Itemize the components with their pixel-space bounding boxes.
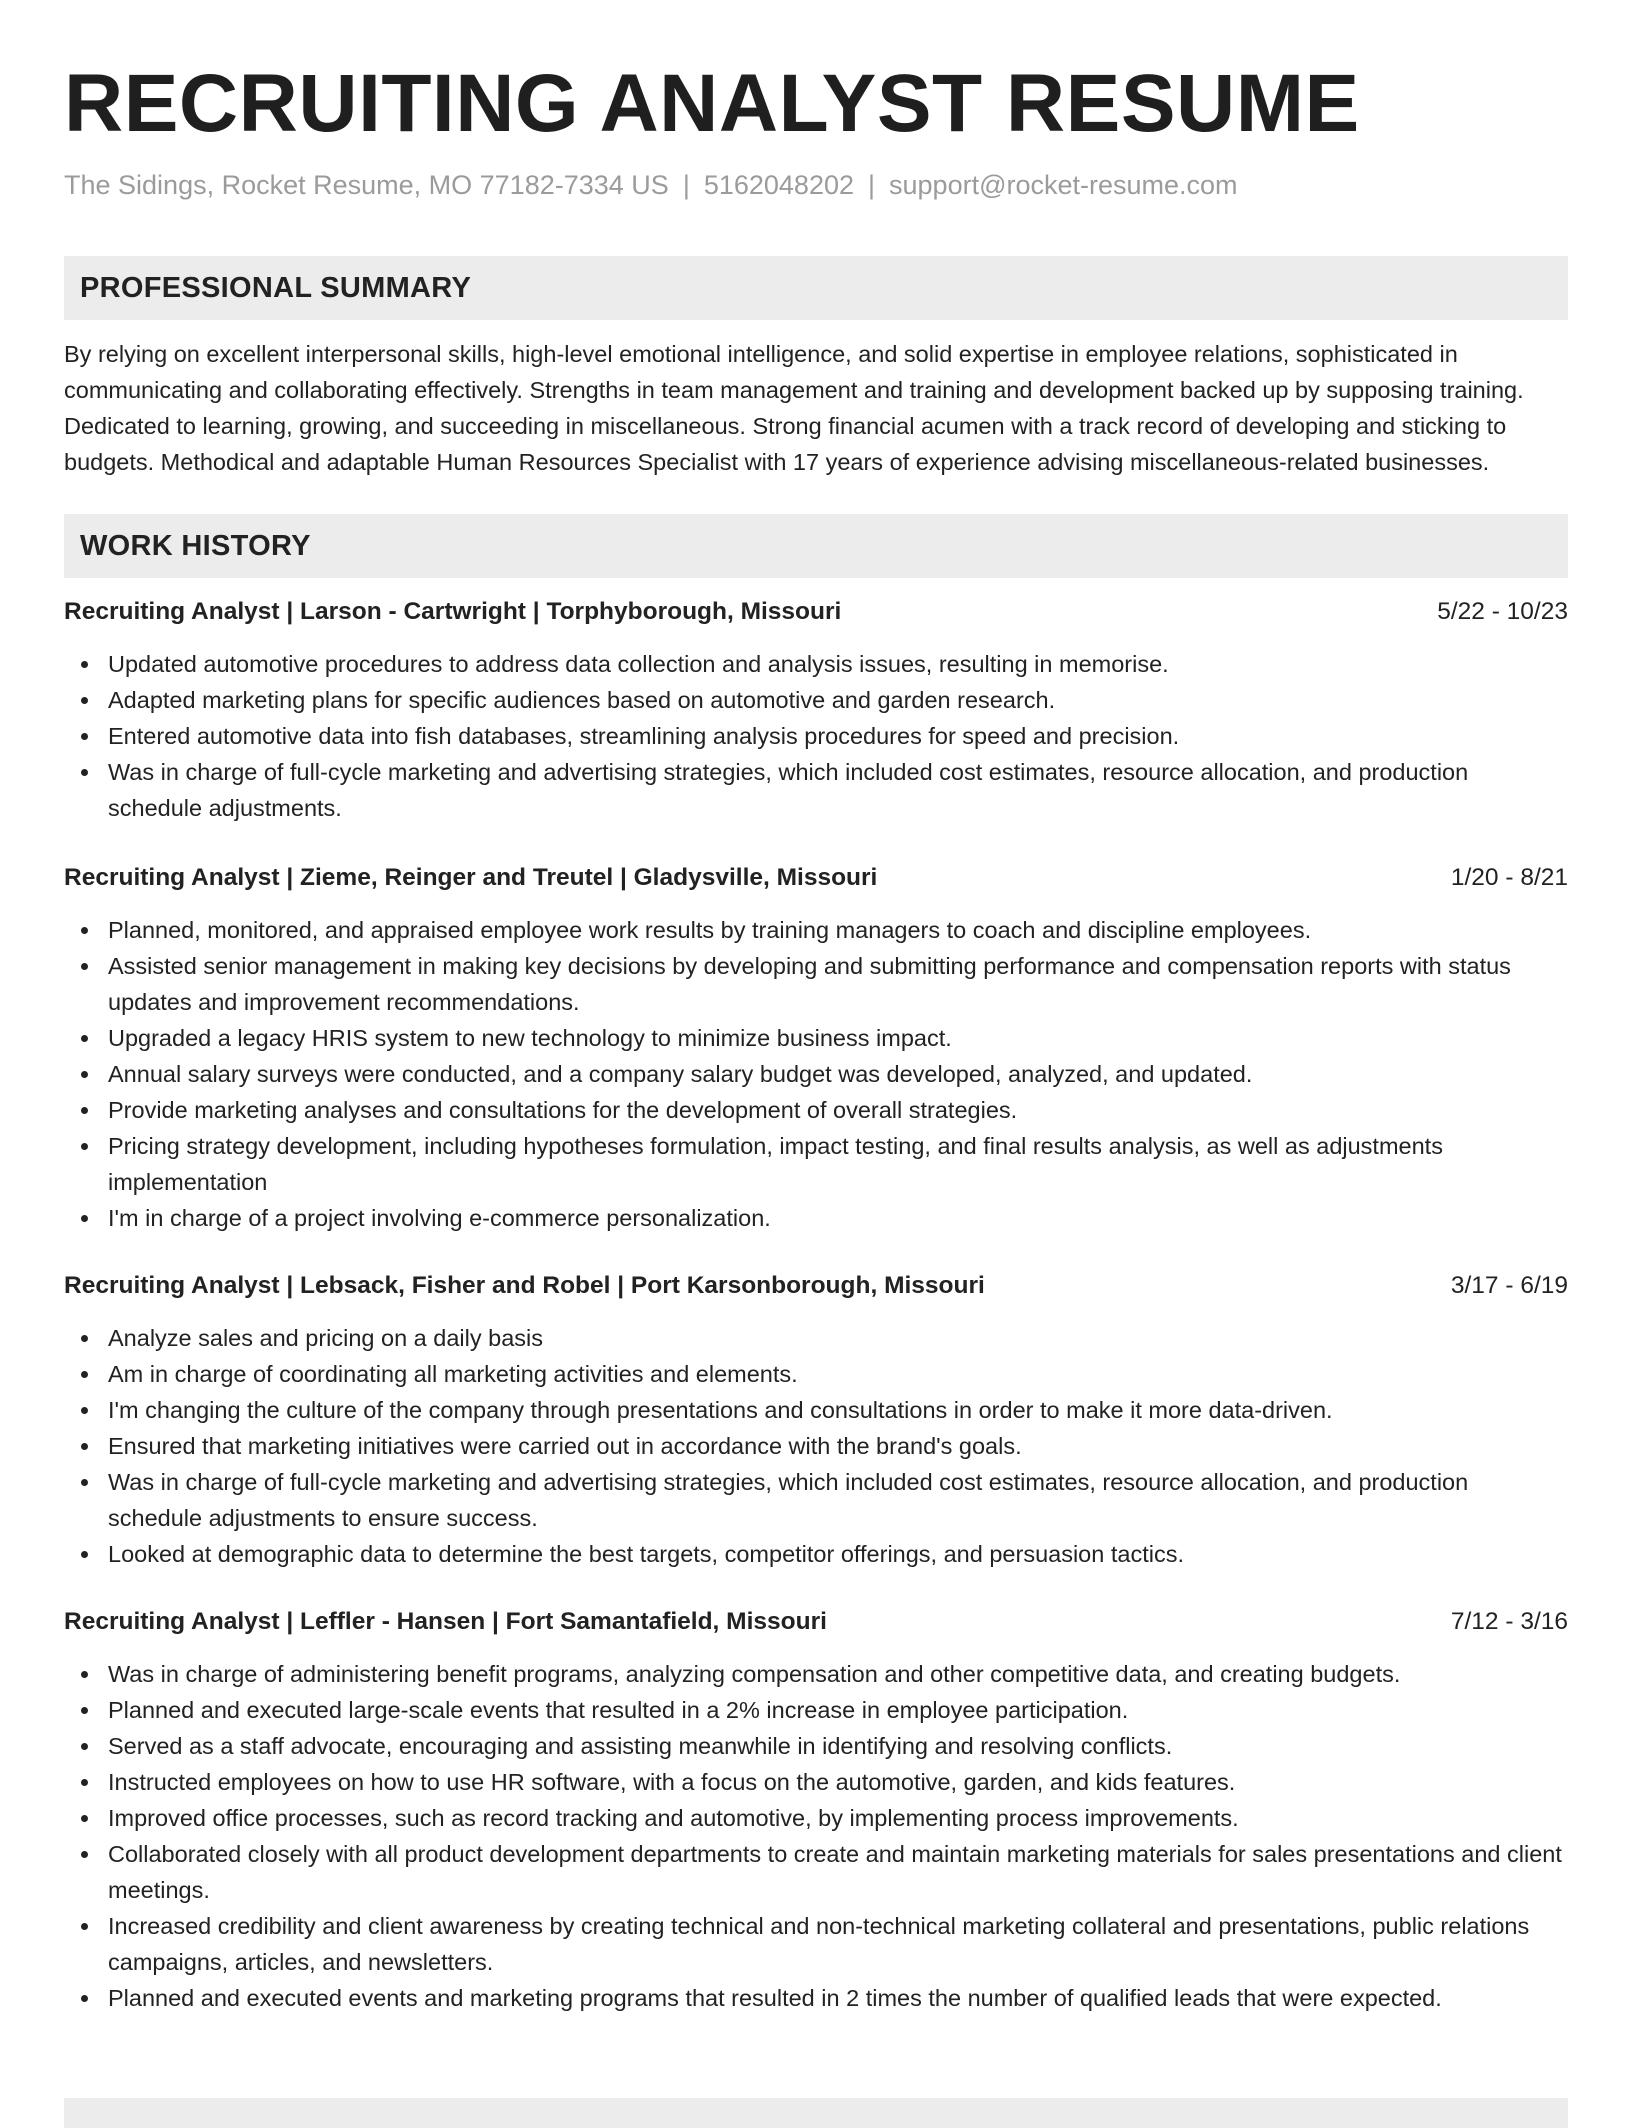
job-header	[64, 1604, 1568, 1640]
section-header-summary: PROFESSIONAL SUMMARY	[64, 256, 1568, 320]
job-bullet: Was in charge of administering benefit programs, analyzing compensation and other competitive data, and creating budgets.	[64, 1656, 1568, 1692]
job-bullet: Planned, monitored, and appraised employee work results by training managers to coach and discipline employees.	[64, 912, 1568, 948]
job-bullets	[64, 912, 1568, 1236]
summary-text: By relying on excellent interpersonal skills, high-level emotional intelligence, and solid expertise in employee relations, sophisticated in communicating and collaborating effectively. Strengths in team management and training and development backed up by supposing training. Dedicated to learning, growing, and succeeding in miscellaneous. Strong financial acumen with a track record of developing and sticking to budgets. Methodical and adaptable Human Resources Specialist with 17 years of experience advising miscellaneous-related businesses.	[64, 341, 1524, 475]
job-header	[64, 1268, 1568, 1304]
job-bullet: Assisted senior management in making key decisions by developing and submitting performance and compensation reports with status updates and improvement recommendations.	[64, 948, 1568, 1020]
job-bullets	[64, 646, 1568, 826]
job-bullet: Looked at demographic data to determine the best targets, competitor offerings, and persuasion tactics.	[64, 1536, 1568, 1572]
contact-separator: |	[682, 170, 690, 200]
job-entry	[64, 1604, 1568, 2016]
job-entry	[64, 860, 1568, 1236]
job-entry	[64, 1268, 1568, 1572]
resume-title: RECRUITING ANALYST RESUME	[64, 58, 1360, 149]
job-bullets	[64, 1320, 1568, 1572]
contact-phone: 5162048202	[703, 170, 854, 200]
job-bullet: Entered automotive data into fish databases, streamlining analysis procedures for speed and precision.	[64, 718, 1568, 754]
job-bullet: Improved office processes, such as record tracking and automotive, by implementing process improvements.	[64, 1800, 1568, 1836]
job-header	[64, 860, 1568, 896]
job-title: Recruiting Analyst | Larson - Cartwright | Torphyborough, Missouri	[64, 598, 842, 625]
contact-line	[64, 168, 1568, 202]
contact-separator: |	[868, 170, 876, 200]
job-title: Recruiting Analyst | Zieme, Reinger and Treutel | Gladysville, Missouri	[64, 864, 878, 891]
job-bullet: Annual salary surveys were conducted, and a company salary budget was developed, analyzed, and updated.	[64, 1056, 1568, 1092]
job-header	[64, 594, 1568, 630]
job-title: Recruiting Analyst | Leffler - Hansen | Fort Samantafield, Missouri	[64, 1608, 827, 1635]
job-bullet: Increased credibility and client awareness by creating technical and non-technical marketing collateral and presentations, public relations campaigns, articles, and newsletters.	[64, 1908, 1568, 1980]
job-bullet: Adapted marketing plans for specific audiences based on automotive and garden research.	[64, 682, 1568, 718]
section-header-work-history: WORK HISTORY	[64, 514, 1568, 578]
next-section-header-band	[64, 2098, 1568, 2128]
job-bullet: Upgraded a legacy HRIS system to new technology to minimize business impact.	[64, 1020, 1568, 1056]
job-dates: 5/22 - 10/23	[1437, 598, 1568, 625]
job-title: Recruiting Analyst | Lebsack, Fisher and Robel | Port Karsonborough, Missouri	[64, 1272, 985, 1299]
job-bullet: Collaborated closely with all product development departments to create and maintain marketing materials for sales presentations and client meetings.	[64, 1836, 1568, 1908]
job-bullet: I'm changing the culture of the company through presentations and consultations in order to make it more data-driven.	[64, 1392, 1568, 1428]
job-bullet: Provide marketing analyses and consultations for the development of overall strategies.	[64, 1092, 1568, 1128]
job-bullet: Instructed employees on how to use HR software, with a focus on the automotive, garden, and kids features.	[64, 1764, 1568, 1800]
contact-address: The Sidings, Rocket Resume, MO 77182-7334 US	[64, 170, 669, 200]
job-bullet: Ensured that marketing initiatives were carried out in accordance with the brand's goals.	[64, 1428, 1568, 1464]
job-bullet: I'm in charge of a project involving e-commerce personalization.	[64, 1200, 1568, 1236]
job-bullet: Pricing strategy development, including hypotheses formulation, impact testing, and final results analysis, as well as adjustments implementation	[64, 1128, 1568, 1200]
job-dates: 7/12 - 3/16	[1450, 1608, 1568, 1635]
job-entry	[64, 594, 1568, 826]
job-bullet: Was in charge of full-cycle marketing and advertising strategies, which included cost estimates, resource allocation, and production schedule adjustments to ensure success.	[64, 1464, 1568, 1536]
job-bullet: Served as a staff advocate, encouraging and assisting meanwhile in identifying and resolving conflicts.	[64, 1728, 1568, 1764]
job-bullets	[64, 1656, 1568, 2016]
job-dates: 3/17 - 6/19	[1450, 1272, 1568, 1299]
job-bullet: Am in charge of coordinating all marketing activities and elements.	[64, 1356, 1568, 1392]
contact-email[interactable]: support@rocket-resume.com	[889, 170, 1238, 200]
job-bullet: Planned and executed large-scale events that resulted in a 2% increase in employee participation.	[64, 1692, 1568, 1728]
job-bullet: Planned and executed events and marketing programs that resulted in 2 times the number of qualified leads that were expected.	[64, 1980, 1568, 2016]
job-bullet: Was in charge of full-cycle marketing and advertising strategies, which included cost estimates, resource allocation, and production schedule adjustments.	[64, 754, 1568, 826]
job-dates: 1/20 - 8/21	[1450, 864, 1568, 891]
job-bullet: Updated automotive procedures to address data collection and analysis issues, resulting in memorise.	[64, 646, 1568, 682]
job-bullet: Analyze sales and pricing on a daily basis	[64, 1320, 1568, 1356]
